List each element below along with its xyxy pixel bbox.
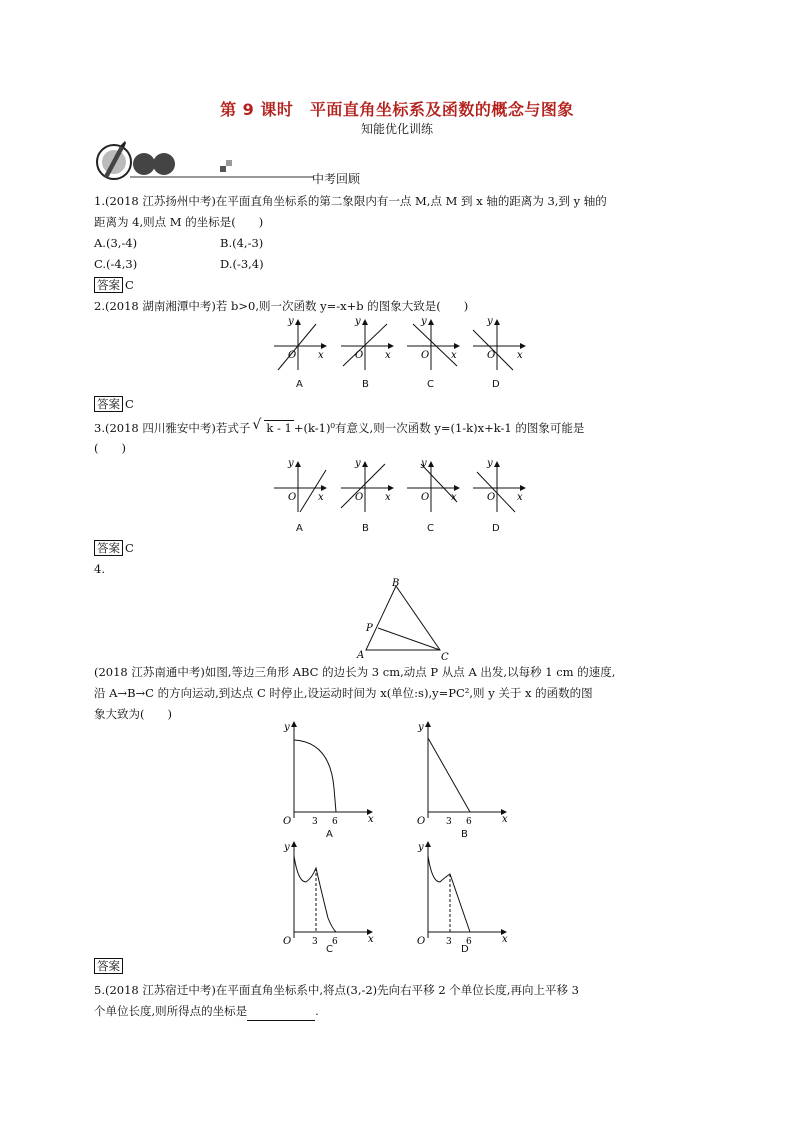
svg-text:x: x: [368, 814, 374, 825]
q4-line1: (2018 江苏南通中考)如图,等边三角形 ABC 的边长为 3 cm,动点 P 从点 A 出发,以每秒 1 cm 的速度,: [94, 665, 616, 679]
q4-line2: 沿 A→B→C 的方向运动,到达点 C 时停止,设运动时间为 x(单位:s),y=PC²,则 y 关于 x 的函数的图: [94, 686, 593, 700]
q4-graphs-bottom: [280, 838, 520, 946]
svg-text:O: O: [355, 492, 364, 503]
q3-graph-d: [473, 458, 525, 512]
q1-option-d: D.(-3,4): [220, 257, 264, 271]
svg-text:y: y: [418, 722, 424, 733]
svg-text:6: 6: [332, 817, 338, 826]
svg-text:x: x: [385, 492, 391, 503]
q3-suffix: +(k-1)⁰有意义,则一次函数 y=(1-k)x+k-1 的图象可能是: [293, 421, 585, 435]
svg-text:y: y: [487, 316, 493, 327]
svg-text:x: x: [502, 814, 508, 825]
svg-text:y: y: [288, 316, 294, 327]
answer-value: C: [125, 397, 134, 411]
q3-line2: ( ): [94, 441, 126, 455]
answer-tag: 答案: [94, 277, 123, 293]
svg-text:O: O: [487, 350, 496, 361]
svg-text:O: O: [288, 350, 297, 361]
q4-label-b: B: [461, 829, 468, 840]
q3-label-c: C: [427, 523, 434, 534]
section-label: 中考回顾: [312, 172, 361, 186]
svg-text:O: O: [355, 350, 364, 361]
svg-text:y: y: [284, 722, 290, 733]
q3-answer: [94, 538, 134, 558]
q2-label-c: C: [427, 379, 434, 390]
q1-option-c: C.(-4,3): [94, 257, 138, 271]
svg-text:x: x: [451, 492, 457, 503]
q2-graph-b: [341, 316, 393, 370]
svg-text:y: y: [284, 842, 290, 853]
q2-figures: [270, 316, 535, 374]
svg-text:y: y: [421, 316, 427, 327]
q4-label-a-vertex: A: [357, 650, 365, 660]
svg-text:3: 3: [446, 937, 452, 946]
q4-graphs-top: [280, 718, 520, 826]
q3-label-b: B: [362, 523, 369, 534]
svg-text:O: O: [417, 936, 426, 946]
q4-label-c: C: [326, 944, 333, 955]
q2-answer: [94, 394, 134, 414]
svg-text:y: y: [288, 458, 294, 469]
q1-option-a: A.(3,-4): [94, 236, 138, 250]
q4-label-p: P: [366, 623, 373, 634]
q4-label-b: B: [392, 578, 400, 589]
svg-text:O: O: [487, 492, 496, 503]
q2-graph-c: [407, 316, 459, 370]
svg-text:O: O: [421, 492, 430, 503]
svg-text:y: y: [355, 458, 361, 469]
q5-line2-end: .: [315, 1004, 319, 1018]
svg-text:3: 3: [312, 937, 318, 946]
q5-answer-blank[interactable]: [247, 1008, 315, 1021]
svg-text:x: x: [385, 350, 391, 361]
q4-answer: [94, 956, 125, 976]
q4-label-a: A: [326, 829, 333, 840]
svg-text:3: 3: [446, 817, 452, 826]
q3-prefix: 3.(2018 四川雅安中考)若式子: [94, 421, 251, 435]
svg-text:3: 3: [312, 817, 318, 826]
svg-text:y: y: [355, 316, 361, 327]
q2-label-a: A: [296, 379, 303, 390]
q2-line1: 2.(2018 湖南湘潭中考)若 b>0,则一次函数 y=-x+b 的图象大致是( ): [94, 299, 469, 313]
svg-text:O: O: [288, 492, 297, 503]
q2-graph-a: [274, 316, 326, 370]
q4-graph-a: [283, 722, 374, 826]
q3-line1: [94, 418, 584, 438]
page-title: 第 9 课时 平面直角坐标系及函数的概念与图象: [220, 100, 574, 119]
svg-text:y: y: [418, 842, 424, 853]
q5-line2-text: 个单位长度,则所得点的坐标是: [94, 1004, 248, 1018]
radical-sign-icon: √: [252, 417, 262, 433]
q4-number: 4.: [94, 562, 105, 576]
svg-text:x: x: [368, 934, 374, 945]
q2-graph-d: [473, 316, 525, 370]
svg-text:O: O: [421, 350, 430, 361]
svg-text:x: x: [451, 350, 457, 361]
page-subtitle: 知能优化训练: [360, 122, 433, 136]
q4-label-d: D: [461, 944, 469, 955]
svg-text:x: x: [517, 350, 523, 361]
svg-text:6: 6: [332, 937, 338, 946]
q5-line1: 5.(2018 江苏宿迁中考)在平面直角坐标系中,将点(3,-2)先向右平移 2 个单位长度,再向上平移 3: [94, 983, 579, 997]
svg-text:O: O: [283, 936, 292, 946]
answer-value: C: [125, 541, 134, 555]
answer-value: C: [125, 278, 134, 292]
q4-line3: 象大致为( ): [94, 707, 172, 721]
q3-label-a: A: [296, 523, 303, 534]
q3-radicand: k - 1: [266, 421, 292, 435]
svg-text:6: 6: [466, 817, 472, 826]
section-banner-icon: [92, 140, 342, 188]
svg-text:O: O: [283, 816, 292, 826]
q1-option-b: B.(4,-3): [220, 236, 264, 250]
svg-text:x: x: [502, 934, 508, 945]
q4-label-c-vertex: C: [441, 652, 449, 660]
svg-text:x: x: [517, 492, 523, 503]
answer-tag: 答案: [94, 396, 123, 412]
q3-graph-b: [341, 458, 393, 512]
svg-text:y: y: [421, 458, 427, 469]
q4-triangle-figure: [354, 576, 454, 660]
svg-text:y: y: [487, 458, 493, 469]
q2-label-d: D: [492, 379, 500, 390]
q3-radical: [252, 417, 293, 435]
q3-graph-a: [274, 458, 326, 512]
q3-figures: [270, 458, 535, 516]
q4-graph-b: [417, 722, 508, 826]
svg-text:x: x: [318, 350, 324, 361]
q1-line1: 1.(2018 江苏扬州中考)在平面直角坐标系的第二象限内有一点 M,点 M 到 x 轴的距离为 3,到 y 轴的: [94, 194, 607, 208]
q1-line2: 距离为 4,则点 M 的坐标是( ): [94, 215, 264, 229]
q3-label-d: D: [492, 523, 500, 534]
q2-label-b: B: [362, 379, 369, 390]
q1-answer: [94, 275, 134, 295]
svg-text:6: 6: [466, 937, 472, 946]
answer-tag: 答案: [94, 540, 123, 556]
q5-line2: [94, 1001, 319, 1021]
answer-tag: 答案: [94, 958, 123, 974]
svg-text:x: x: [318, 492, 324, 503]
q4-graph-d: [417, 842, 508, 946]
q4-graph-c: [283, 842, 374, 946]
q3-graph-c: [407, 458, 459, 512]
svg-text:O: O: [417, 816, 426, 826]
